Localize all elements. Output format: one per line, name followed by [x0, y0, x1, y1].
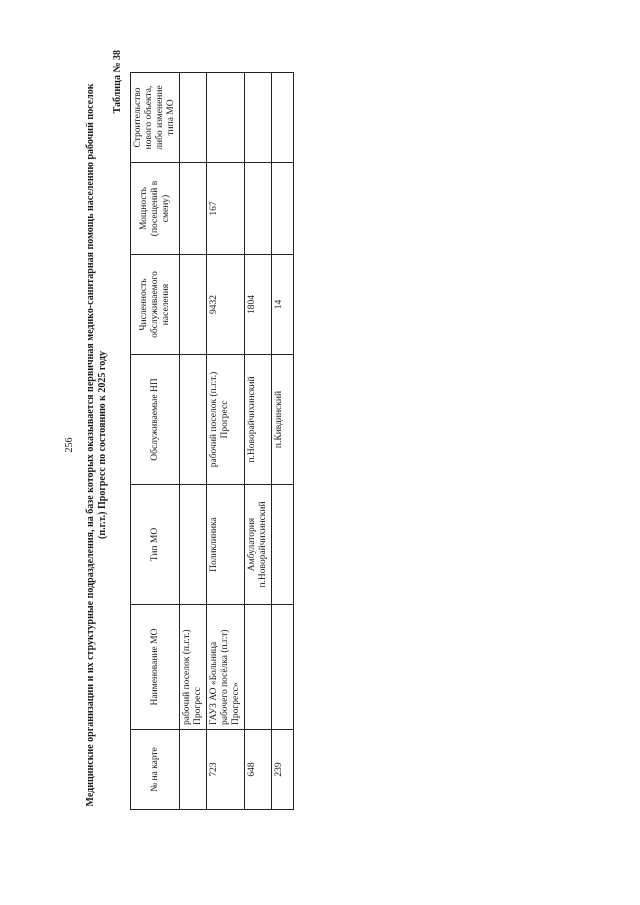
cell-mo-type: [272, 485, 294, 605]
table-row: [180, 73, 207, 810]
cell-served-settlements: рабочий поселок (п.г.т.) Прогресс: [207, 355, 245, 485]
cell-served-settlements: [180, 355, 207, 485]
page-number: 256: [64, 437, 75, 453]
cell-capacity: [272, 163, 294, 255]
cell-construction: [207, 73, 245, 163]
cell-mo-type: Поликлиника: [207, 485, 245, 605]
cell-construction: [272, 73, 294, 163]
header-map-number: № на карте: [131, 730, 180, 810]
table-row: [272, 73, 294, 810]
document-title-line-1: Медицинские организации и их структурные подразделения, на базе которых оказывается первичная медико-санитарная помощь населению рабочий поселок: [85, 83, 96, 807]
cell-population: 9432: [207, 255, 245, 355]
cell-served-settlements: п.Новорайчихинский: [245, 355, 272, 485]
header-mo-type: Тип МО: [131, 485, 180, 605]
cell-mo-name: [245, 605, 272, 730]
cell-map-number: 723: [207, 730, 245, 810]
cell-capacity: [245, 163, 272, 255]
table-header-row: [131, 73, 180, 810]
table-row: [245, 73, 272, 810]
table-row: [207, 73, 245, 810]
header-construction: Строительство нового объекта, либо изменение типа МО: [131, 73, 180, 163]
cell-map-number: 648: [245, 730, 272, 810]
cell-mo-type: Амбулатория п.Новорайчихинский: [245, 485, 272, 605]
cell-population: 14: [272, 255, 294, 355]
cell-mo-name: [272, 605, 294, 730]
document-title-line-2: (п.г.т.) Прогресс по состоянию к 2025 году: [97, 351, 108, 540]
cell-map-number: 239: [272, 730, 294, 810]
cell-capacity: 167: [207, 163, 245, 255]
cell-population: 1804: [245, 255, 272, 355]
cell-map-number: [180, 730, 207, 810]
cell-mo-type: [180, 485, 207, 605]
table-number: Таблица № 38: [112, 50, 123, 114]
header-served-settlements: Обслуживаемые НП: [131, 355, 180, 485]
cell-construction: [245, 73, 272, 163]
header-served-population: Численность обслуживаемого населения: [131, 255, 180, 355]
medical-organizations-table: [130, 72, 294, 810]
cell-mo-name: рабочий поселок (п.г.т.) Прогресс: [180, 605, 207, 730]
cell-construction: [180, 73, 207, 163]
cell-served-settlements: п.Кивдинский: [272, 355, 294, 485]
header-capacity: Мощность (посещений в смену): [131, 163, 180, 255]
header-mo-name: Наименование МО: [131, 605, 180, 730]
cell-population: [180, 255, 207, 355]
cell-mo-name: ГАУЗ АО «Больница рабочего посёлка (п.г.т) Прогресс»: [207, 605, 245, 730]
cell-capacity: [180, 163, 207, 255]
